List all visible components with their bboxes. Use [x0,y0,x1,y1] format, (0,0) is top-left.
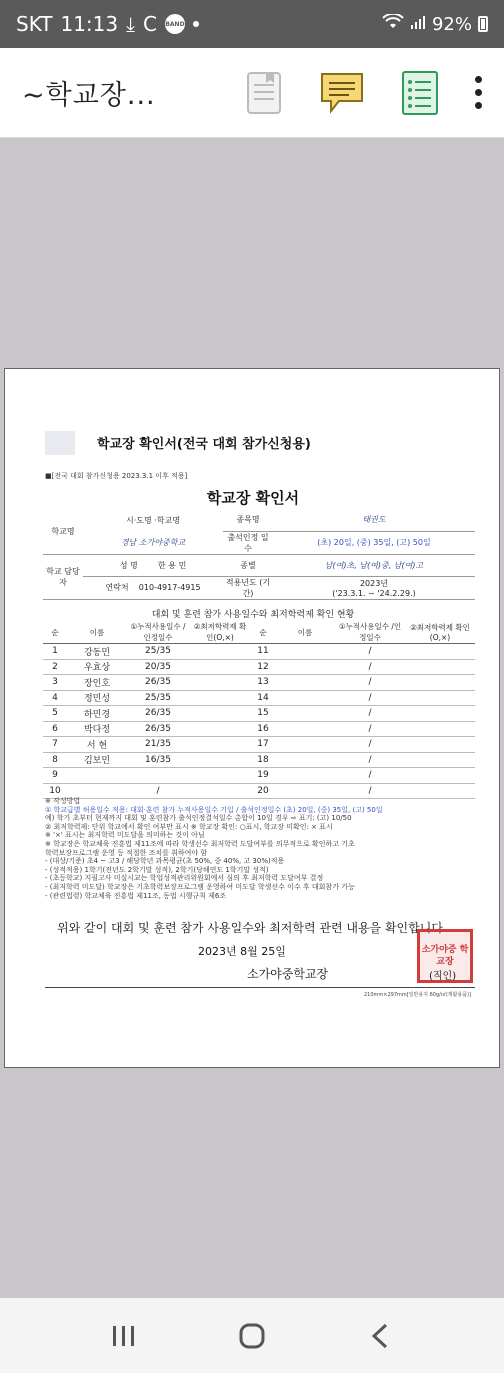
row-check [189,706,251,722]
row-no: 13 [251,675,275,691]
table-header-row [43,621,475,644]
row-name [275,644,335,660]
row-name: 정민성 [67,690,127,706]
student-rows [43,644,475,799]
row-check [189,659,251,675]
col-name: 이름 [67,621,127,644]
row-name: 장인호 [67,675,127,691]
row-no: 6 [43,721,67,737]
table-row [43,737,475,753]
attend-label: 출석인정 일수 [223,531,273,554]
col-no: 순 [43,621,67,644]
row-days: 16/35 [127,752,189,768]
teacher-label: 학교 담당자 [43,554,83,599]
row-name [275,721,335,737]
year-label: 적용년도 (기간) [223,576,273,599]
row-days: / [335,644,405,660]
note-line: ※ 작성방법 [45,797,81,805]
status-bar [0,0,504,48]
official-seal: 소가야중 학교장 [417,929,473,983]
row-name: 강동민 [67,644,127,660]
band-icon: BAND [165,14,185,34]
row-days: / [335,768,405,784]
row-check [189,721,251,737]
more-options-icon[interactable] [474,76,482,109]
row-days: 26/35 [127,706,189,722]
note-line: - (초등학교) 지필고사 미실시교는 학업성적관리위원회에서 심의 후 최저학력 도달여부 결정 [45,874,324,883]
period-value: ('23.3.1. ~ '24.2.29.) [332,588,416,598]
row-check [405,721,475,737]
footer-divider [45,987,475,988]
col-no-2: 순 [251,621,275,644]
row-no: 1 [43,644,67,660]
student-table [43,621,475,799]
row-check [405,675,475,691]
battery-percent: 92% [431,13,472,35]
document-viewer[interactable] [0,138,504,1298]
row-name [275,675,335,691]
row-no: 8 [43,752,67,768]
row-no: 14 [251,690,275,706]
attend-value: (초) 20일, (중) 35일, (고) 50일 [273,531,475,554]
doc-title: 학교장 확인서(전국 대회 참가신청용) [97,437,311,452]
table-row [43,752,475,768]
clock: 11:13 [60,12,119,36]
row-no: 7 [43,737,67,753]
contact-value: 010-4917-4915 [138,583,201,592]
notification-dot-icon [193,21,199,27]
section-heading: 대회 및 훈련 참가 사용일수와 최저학력제 확인 현황 [151,610,355,620]
row-days: / [335,659,405,675]
school-label: 학교명 [43,509,83,554]
row-no: 5 [43,706,67,722]
table-row [43,690,475,706]
row-name: 박다정 [67,721,127,737]
row-days: 21/35 [127,737,189,753]
paper-size-note: 210mm×297mm[일반용지 60g/㎡(재활용품)] [363,992,471,998]
issue-date: 2023년 8월 25일 [198,945,286,958]
row-name [275,690,335,706]
row-days [127,768,189,784]
row-days: / [335,706,405,722]
row-no: 19 [251,768,275,784]
note-line: - (최저학력 미도달) 학교장은 기초학력보장프로그램 운영하여 미도달 학생선수 이수 후 대회참가 가능 [45,882,355,891]
row-no: 17 [251,737,275,753]
col-check: ②최저학력제 확인(O,×) [189,621,251,644]
note-line: - (관련법령) 학교체육 진흥법 제11조, 동법 시행규칙 제6조 [45,891,227,900]
col-days: ①누적사용일수 /인정일수 [127,621,189,644]
list-view-icon[interactable] [396,69,444,117]
row-name [275,659,335,675]
note-line: ① 학교급별 허용일수 적용: 대회·훈련 참가 누적사용일수 기입 / 출석인정일수 (초) 20일, (중) 35일, (고) 50일 [45,805,383,814]
name-value: 한 용 민 [158,560,187,570]
table-row [43,644,475,660]
event-value: 태권도 [273,509,475,531]
row-days: / [335,675,405,691]
note-line: - (성적적용) 1학기(전년도 2학기말 성적), 2학기(당해연도 1학기말 성적) [45,865,269,874]
row-check [405,690,475,706]
download-icon: ⤓ [126,12,135,36]
row-no: 11 [251,644,275,660]
row-days: / [335,721,405,737]
wifi-icon [382,14,404,35]
year-value: 2023년 [359,578,389,588]
carrier-label: SKT [16,12,53,36]
row-days: / [335,752,405,768]
note-line: ※ '×' 표시는 최저학력 미도달을 의미하는 것이 아님 [45,831,205,840]
row-check [189,752,251,768]
col-check-2: ②최저학력제 확인(O,×) [405,621,475,644]
document-page[interactable] [4,368,500,1068]
signer-name: 소가야중학교장 [247,967,329,981]
info-table [43,509,475,600]
row-no: 18 [251,752,275,768]
row-name: 김보민 [67,752,127,768]
contact-row [83,576,223,599]
row-name: 하민경 [67,706,127,722]
c-app-icon: C [142,12,157,36]
row-name [67,768,127,784]
row-no: 12 [251,659,275,675]
table-row [43,768,475,784]
row-check [405,659,475,675]
note-line: 학력보장프로그램 운영 등 적절한 조치를 취하여야 함 [45,848,208,857]
school-region-label: 시·도명 ·학교명 [126,515,180,525]
title-logo-box [45,431,75,455]
year-cell [273,576,475,599]
school-name: 경남 소가야중학교 [83,531,223,554]
doc-subtitle: 학교장 확인서 [206,489,300,507]
note-line: ② 최저학력제: 단위 학교에서 확인 여부만 표시 ※ 학교장 확인: ○표시, 학교장 미확인: × 표시 [45,822,333,831]
battery-icon [478,16,488,32]
contact-label: 연락처 [105,583,129,592]
name-row [83,554,223,576]
row-days: / [127,783,189,799]
row-no: 16 [251,721,275,737]
gender-label: 종별 [223,554,273,576]
row-check [189,737,251,753]
app-toolbar [0,48,504,138]
row-check [405,768,475,784]
row-check [405,752,475,768]
name-label: 성 명 [119,560,138,570]
row-no: 15 [251,706,275,722]
row-days: / [335,690,405,706]
row-check [189,675,251,691]
doc-note: ■[전국 대회 참가신청용 2023.3.1 이후 적용] [45,472,188,480]
row-no: 9 [43,768,67,784]
row-check [405,737,475,753]
bookmark-page-icon[interactable] [240,69,288,117]
table-row [43,721,475,737]
row-name: 우효상 [67,659,127,675]
row-days: 26/35 [127,721,189,737]
confirmation-text: 위와 같이 대회 및 훈련 참가 사용일수와 최저학력 관련 내용을 확인합니다. [57,921,447,935]
document-title: ~학교장... [22,80,156,111]
row-check [405,706,475,722]
note-line: - (대상/기준) 초4 ~ 고3 / 해당학년 과목평균(초 50%, 중 40%, 고 30%)적용 [45,857,285,866]
row-days: / [335,783,405,799]
gender-value: 남(여)초, 남(여)중, 남(여)고 [273,554,475,576]
row-days: / [335,737,405,753]
row-no: 3 [43,675,67,691]
row-days: 26/35 [127,675,189,691]
row-name [275,706,335,722]
row-name [275,737,335,753]
row-days: 20/35 [127,659,189,675]
table-row [43,675,475,691]
row-check [189,690,251,706]
row-name [275,768,335,784]
row-check [189,644,251,660]
row-days: 25/35 [127,644,189,660]
row-days: 25/35 [127,690,189,706]
note-line: 예) 학기 초부터 현재까지 대회 및 훈련참가 출석인정결석일수 총합이 10일 경우 ⇨ 표기: (고) 10/50 [45,814,352,823]
row-check [405,644,475,660]
seal-label: (직인) [429,971,457,982]
comment-icon[interactable] [318,69,366,117]
row-name [275,752,335,768]
table-row [43,659,475,675]
row-no: 10 [43,783,67,799]
row-no: 4 [43,690,67,706]
row-no: 20 [251,783,275,799]
notes-block [45,797,470,900]
table-row [43,706,475,722]
row-name: 서 현 [67,737,127,753]
back-icon[interactable] [350,1316,410,1356]
system-nav-bar [0,1298,504,1373]
note-line: ※ 학교장은 학교체육 진흥법 제11조에 따라 학생선수 최저학력 도달여부를 의무적으로 확인하고 기초 [45,839,355,848]
row-check [189,768,251,784]
recent-apps-icon[interactable] [94,1316,154,1356]
event-label: 종목명 [223,509,273,531]
row-no: 2 [43,659,67,675]
signal-icon [410,14,426,35]
col-name-2: 이름 [275,621,335,644]
home-icon[interactable] [222,1316,282,1356]
col-days-2: ①누적사용일수 /인정일수 [335,621,405,644]
